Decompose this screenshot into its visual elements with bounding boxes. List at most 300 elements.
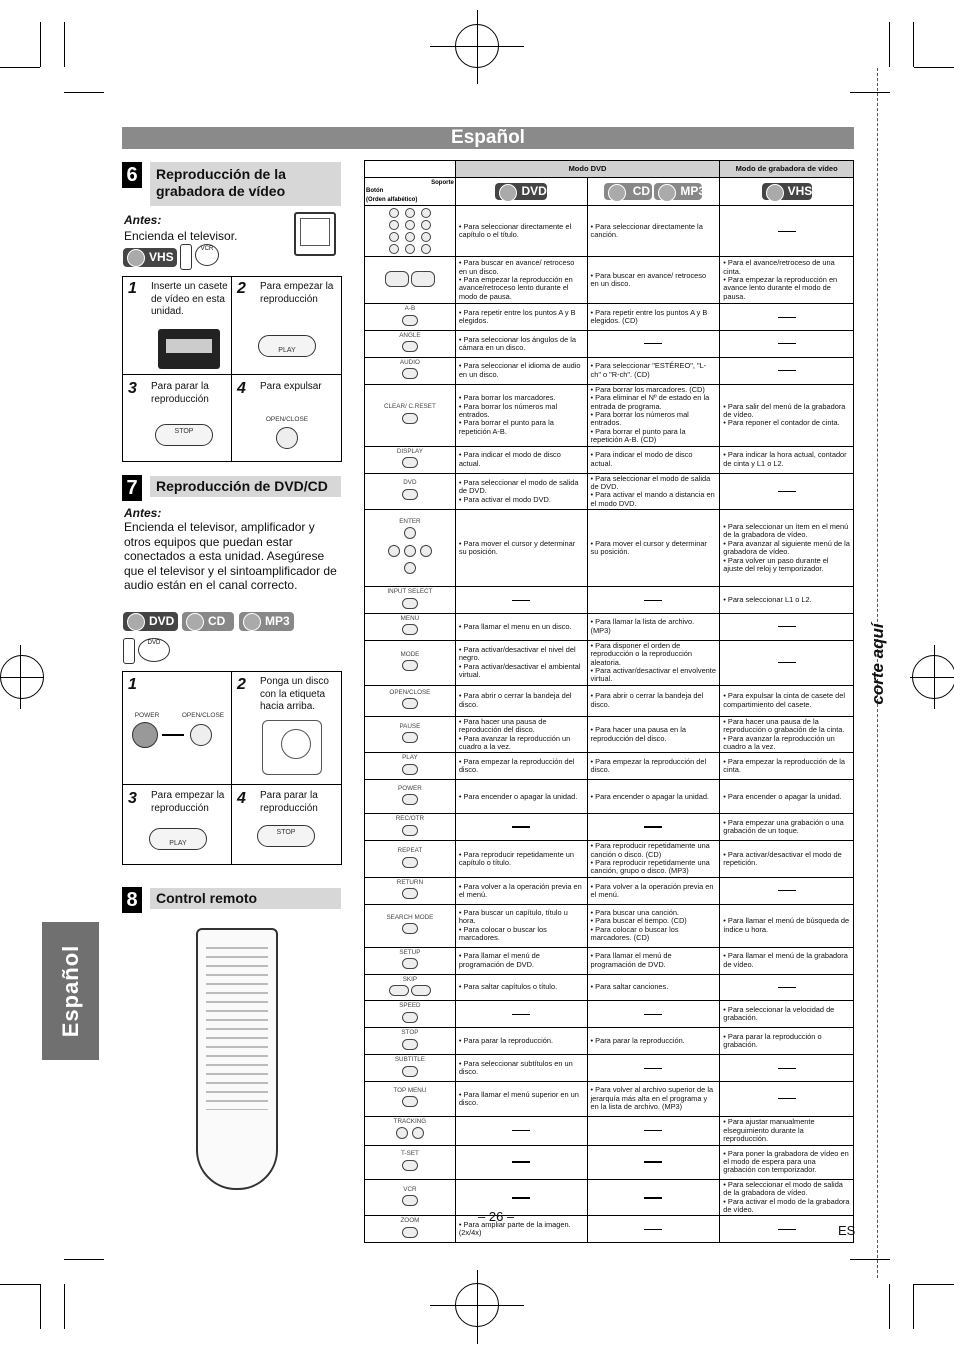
function-text: • Para reproducir repetidamente una canción, grupo o disco. (MP3): [590, 858, 710, 876]
button-name: PLAY: [402, 754, 418, 762]
function-cell-cd: [587, 613, 720, 640]
function-text: • Para seleccionar el modo de salida de DVD.: [458, 477, 579, 496]
button-name: A-B: [404, 305, 416, 313]
table-row: [365, 1116, 854, 1145]
step-number: 2: [237, 280, 246, 297]
step-number: 4: [237, 380, 246, 397]
function-text: • Para expulsar la cinta de casete del compartimiento del casete.: [723, 691, 845, 709]
function-text: • Para activar/desactivar el envolvente virtual.: [590, 665, 716, 684]
function-text: • Para hacer una pausa de reproducción del disco.: [458, 716, 547, 735]
mp3-disc-icon: MP3: [239, 612, 294, 631]
antes-text: Encienda el televisor.: [124, 229, 238, 243]
function-cell-dvd: [455, 304, 587, 331]
function-text: • Para activar/desactivar el ambiental virtual.: [458, 661, 581, 680]
function-text: • Para llamar el menú de programación de DVD.: [458, 951, 540, 969]
step-number: 4: [237, 790, 246, 807]
function-text: • Para repetir entre los puntos A y B elegidos. (CD): [590, 307, 708, 326]
function-cell-vcr: [720, 878, 854, 905]
button-cell: [365, 473, 456, 510]
function-cell-vcr: [720, 640, 854, 685]
crop-mark: [889, 22, 890, 67]
not-applicable-dash: [778, 662, 796, 663]
button-cell: [365, 1216, 456, 1243]
button-label: POWER: [134, 712, 160, 719]
button-name: ANGLE: [399, 332, 421, 340]
function-text: • Para activar/desactivar el nivel del negro.: [458, 644, 576, 663]
not-applicable-dash: [512, 826, 530, 828]
table-row: [365, 1145, 854, 1179]
remote-button-icon: [366, 1226, 454, 1241]
function-text: • Para borrar los números mal entrados.: [458, 401, 558, 420]
function-text: • Para reponer el contador de cinta.: [723, 418, 840, 428]
button-cell: [365, 384, 456, 446]
function-cell-cd: [587, 384, 720, 446]
stop-button[interactable]: STOP: [155, 424, 213, 446]
function-cell-dvd: [455, 904, 587, 947]
button-cell: [365, 446, 456, 473]
function-text: • Para seleccionar el idioma de audio en un disco.: [458, 361, 581, 379]
table-row: [365, 331, 854, 358]
button-cell: [365, 1055, 456, 1082]
function-text: • Para volver un paso durante el ajuste del reloj y temporizador.: [723, 555, 829, 573]
remote-button-icon: [366, 1011, 454, 1026]
step-number: 2: [237, 676, 246, 693]
function-text: • Para saltar capítulos o título.: [458, 982, 558, 992]
function-cell-dvd: [455, 446, 587, 473]
table-row: [365, 1216, 854, 1243]
function-cell-dvd: [455, 473, 587, 510]
function-cell-cd: [587, 814, 720, 841]
button-name: RETURN: [396, 879, 424, 887]
function-cell-dvd: [455, 206, 587, 257]
step-text: Para expulsar: [260, 381, 322, 392]
remote-button-icon: [366, 597, 454, 612]
function-cell-cd: [587, 640, 720, 685]
crop-mark: [64, 22, 65, 67]
function-cell-vcr: [720, 780, 854, 814]
not-applicable-dash: [778, 987, 796, 988]
remote-button-icon: [366, 659, 454, 674]
button-cell: [365, 357, 456, 384]
button-cell: [365, 1116, 456, 1145]
function-text: • Para parar la reproducción.: [458, 1035, 554, 1045]
function-cell-cd: [587, 780, 720, 814]
vcr-button-icon: VCR: [195, 244, 219, 266]
not-applicable-dash: [512, 600, 530, 601]
remote-button-icon: [366, 1065, 454, 1080]
function-text: • Para seleccionar "ESTÉREO", "L-ch" o "R-ch". (CD): [590, 361, 707, 379]
function-text: • Para seleccionar subtítulos en un disco.: [458, 1058, 573, 1076]
remote-button-icon: [366, 824, 454, 839]
button-name: SEARCH MODE: [386, 913, 434, 921]
table-row: [365, 1179, 854, 1216]
table-row: [365, 510, 854, 587]
function-text: • Para activar el modo DVD.: [458, 494, 551, 504]
section-number: 8: [122, 887, 142, 913]
not-applicable-dash: [778, 370, 796, 371]
function-cell-vcr: [720, 1116, 854, 1145]
crop-mark: [913, 1284, 914, 1329]
remote-button-icon: [366, 1126, 454, 1143]
function-text: • Para buscar el tiempo. (CD): [590, 916, 687, 926]
cd-disc-icon: CD: [604, 183, 652, 200]
remote-button-icon: [366, 314, 454, 329]
function-cell-dvd: [455, 753, 587, 780]
step-number: 3: [128, 790, 137, 807]
table-row: [365, 384, 854, 446]
eject-button[interactable]: [276, 427, 298, 449]
stop-button[interactable]: STOP: [257, 825, 315, 847]
function-cell-cd: [587, 510, 720, 587]
function-cell-vcr: [720, 304, 854, 331]
function-text: • Para indicar el modo de disco actual.: [458, 450, 561, 468]
function-cell-vcr: [720, 947, 854, 974]
crop-mark: [64, 1284, 65, 1329]
function-cell-vcr: [720, 473, 854, 510]
function-cell-dvd: [455, 510, 587, 587]
table-row: [365, 878, 854, 905]
section-title: Reproducción de DVD/CD: [150, 476, 341, 497]
function-cell-cd: [587, 1116, 720, 1145]
remote-icon: [123, 638, 135, 664]
function-text: • Para llamar el menú de programación de DVD.: [590, 951, 672, 969]
table-row: [365, 947, 854, 974]
function-cell-cd: [587, 1055, 720, 1082]
page-number: – 26 –: [478, 1209, 515, 1224]
button-cell: [365, 841, 456, 878]
table-row: [365, 304, 854, 331]
button-name: DISPLAY: [396, 447, 423, 455]
function-cell-vcr: [720, 841, 854, 878]
function-cell-vcr: [720, 1145, 854, 1179]
section-number: 6: [122, 162, 142, 188]
section-title: Control remoto: [150, 888, 341, 909]
remote-button-icon: [366, 207, 454, 255]
crop-mark: [40, 22, 41, 67]
vhs-disc-icon: VHS: [762, 183, 812, 200]
function-cell-dvd: [455, 1179, 587, 1216]
function-text: • Para indicar la hora actual, contador de cinta y L1 o L2.: [723, 450, 847, 468]
function-cell-vcr: [720, 384, 854, 446]
function-text: • Para borrar el punto para la repetición A-B.: [458, 418, 554, 436]
button-name: POWER: [398, 784, 422, 792]
button-cell: [365, 613, 456, 640]
step-text: Para parar la reproducción: [260, 790, 318, 814]
function-text: • Para activar/desactivar el modo de repetición.: [723, 849, 842, 868]
function-cell-cd: [587, 753, 720, 780]
function-text: • Para seleccionar L1 o L2.: [723, 594, 812, 604]
button-name: T-SET: [400, 1150, 419, 1158]
button-cell: [365, 1028, 456, 1055]
antes-text: Encienda el televisor, amplificador y otros equipos que puedan estar conectados a esta unidad. Asegúrese que el televisor y el sintoamplificador de audio están en el canal correcto.: [124, 520, 337, 592]
crop-mark: [40, 1284, 41, 1329]
function-cell-vcr: [720, 974, 854, 1001]
not-applicable-dash: [778, 1068, 796, 1069]
crop-mark: [0, 67, 40, 68]
button-name: SETUP: [399, 948, 421, 956]
function-text: • Para eliminar el Nº de estado en la entrada de programa.: [590, 393, 710, 411]
function-text: • Para avanzar la reproducción un cuadro a la vez.: [723, 733, 835, 751]
disc-tray-illustration: [262, 720, 322, 775]
function-text: • Para seleccionar el modo de salida de DVD.: [590, 473, 711, 491]
function-cell-cd: [587, 1028, 720, 1055]
crop-mark: [850, 92, 890, 93]
function-cell-dvd: [455, 841, 587, 878]
function-cell-cd: [587, 587, 720, 614]
not-applicable-dash: [644, 1161, 662, 1163]
function-cell-cd: [587, 257, 720, 304]
not-applicable-dash: [778, 491, 796, 492]
button-label: OPEN/CLOSE: [265, 416, 309, 423]
button-name: MODE: [400, 650, 420, 658]
language-code: ES: [838, 1223, 856, 1238]
function-text: • Para seleccionar los ángulos de la cámara en un disco.: [458, 334, 577, 352]
step-text: Ponga un disco con la etiqueta hacia arriba.: [260, 676, 329, 712]
table-header: Modo de grabadora de vídeo: [720, 161, 854, 178]
function-text: • Para reproducir repetidamente una canción o disco. (CD): [590, 841, 710, 859]
button-cell: [365, 685, 456, 716]
function-text: • Para avanzar al siguiente menú de la grabadora de vídeo.: [723, 538, 850, 557]
button-cell: [365, 947, 456, 974]
button-cell: [365, 780, 456, 814]
not-applicable-dash: [644, 1068, 662, 1069]
vcr-cassette-icon: [158, 329, 220, 369]
function-cell-vcr: [720, 257, 854, 304]
function-cell-vcr: [720, 716, 854, 753]
remote-button-icon: [366, 1159, 454, 1174]
button-name: AUDIO: [399, 358, 420, 366]
function-cell-vcr: [720, 446, 854, 473]
language-tab: Español: [42, 922, 99, 1060]
button-cell: [365, 304, 456, 331]
remote-button-icon: [366, 763, 454, 778]
function-cell-dvd: [455, 613, 587, 640]
remote-button-icon: [366, 731, 454, 746]
button-cell: [365, 1145, 456, 1179]
function-text: • Para seleccionar un ítem en el menú de la grabadora de vídeo.: [723, 521, 849, 540]
table-corner-cell: Soporte Botón (Orden alfabético): [365, 178, 456, 206]
not-applicable-dash: [512, 1161, 530, 1163]
function-cell-vcr: [720, 331, 854, 358]
function-cell-vcr: [720, 1081, 854, 1116]
function-text: • Para activar el modo de la grabadora de vídeo.: [723, 1196, 850, 1214]
function-cell-vcr: [720, 1216, 854, 1243]
function-cell-cd: [587, 1145, 720, 1179]
function-text: • Para llamar el menu en un disco.: [458, 621, 572, 631]
function-cell-dvd: [455, 384, 587, 446]
table-row: [365, 257, 854, 304]
crop-mark: [64, 92, 104, 93]
table-row: [365, 640, 854, 685]
dvd-disc-icon: DVD: [123, 612, 178, 631]
function-text: • Para seleccionar el modo de salida de la grabadora de vídeo.: [723, 1179, 843, 1198]
button-name: SKIP: [402, 975, 418, 983]
function-text: • Para poner la grabadora de vídeo en el modo de espera para una grabación con temporizador.: [723, 1148, 849, 1175]
function-text: • Para abrir o cerrar la bandeja del disco.: [590, 691, 704, 709]
function-text: • Para colocar o buscar los marcadores.: [458, 924, 547, 943]
antes-label: Antes:: [124, 506, 162, 520]
button-cell: [365, 1179, 456, 1216]
function-text: • Para parar la reproducción o grabación.: [723, 1031, 822, 1050]
function-text: • Para hacer una pausa en la reproducción del disco.: [590, 725, 686, 743]
function-cell-dvd: [455, 1145, 587, 1179]
button-cell: [365, 640, 456, 685]
button-name: PAUSE: [399, 722, 421, 730]
not-applicable-dash: [644, 1229, 662, 1230]
function-cell-dvd: [455, 1116, 587, 1145]
remote-button-icon: [366, 887, 454, 902]
function-text: • Para borrar los marcadores.: [458, 393, 556, 403]
cd-disc-icon: CD: [182, 612, 234, 631]
function-cell-dvd: [455, 640, 587, 685]
button-cell: [365, 510, 456, 587]
function-cell-vcr: [720, 1028, 854, 1055]
remote-button-icon: [366, 984, 454, 999]
function-text: • Para llamar el menú superior en un disco.: [458, 1089, 579, 1107]
crop-mark: [914, 67, 954, 68]
not-applicable-dash: [778, 1098, 796, 1099]
not-applicable-dash: [778, 1229, 796, 1230]
eject-button[interactable]: [190, 724, 212, 746]
table-row: [365, 841, 854, 878]
table-row: [365, 974, 854, 1001]
table-header: Modo DVD: [455, 161, 719, 178]
remote-button-icon: [366, 270, 454, 290]
play-button[interactable]: PLAY: [149, 828, 207, 850]
power-button[interactable]: [132, 722, 158, 748]
function-text: • Para ampliar parte de la imagen. (2x/4x): [458, 1219, 571, 1238]
button-cell: [365, 1081, 456, 1116]
table-row: [365, 1055, 854, 1082]
not-applicable-dash: [512, 1014, 530, 1015]
function-text: • Para repetir entre los puntos A y B elegidos.: [458, 307, 576, 326]
step-number: 3: [128, 380, 137, 397]
function-cell-vcr: [720, 587, 854, 614]
function-text: • Para seleccionar directamente el capítulo o el título.: [458, 221, 572, 240]
vhs-disc-icon: VHS: [123, 248, 177, 267]
function-cell-dvd: [455, 1028, 587, 1055]
function-text: • Para empezar la reproducción en avance/retroceso lento durante el modo de pausa.: [458, 275, 573, 301]
button-name: CLEAR/ C.RESET: [384, 403, 436, 411]
function-cell-cd: [587, 685, 720, 716]
button-name: VCR: [403, 1185, 417, 1193]
function-text: • Para empezar la reproducción del disco.: [590, 756, 707, 775]
crop-mark: [889, 1284, 890, 1329]
not-applicable-dash: [778, 317, 796, 318]
function-text: • Para empezar la reproducción en avance lento durante el modo de pausa.: [723, 275, 838, 301]
crop-mark: [0, 1284, 40, 1285]
button-cell: [365, 257, 456, 304]
function-text: • Para empezar la reproducción del disco.: [458, 756, 575, 775]
button-cell: [365, 331, 456, 358]
remote-button-icon: [366, 340, 454, 355]
step-text: Inserte un casete de vídeo en esta unidad.: [151, 281, 228, 317]
table-row: [365, 814, 854, 841]
table-row: [365, 446, 854, 473]
crop-mark: [914, 1284, 954, 1285]
function-cell-dvd: [455, 947, 587, 974]
table-row: [365, 780, 854, 814]
function-text: • Para empezar una grabación o una grabación de un toque.: [723, 817, 844, 836]
remote-button-icon: [366, 526, 454, 578]
function-text: • Para hacer una pausa de la reproducción o grabación de la cinta.: [723, 716, 845, 735]
button-name: OPEN/CLOSE: [389, 688, 431, 696]
button-cell: [365, 1001, 456, 1028]
function-text: • Para llamar el menú de la grabadora de vídeo.: [723, 951, 848, 969]
remote-button-icon: [366, 697, 454, 712]
function-text: • Para reproducir repetidamente un capítulo o título.: [458, 849, 574, 868]
remote-button-icon: [366, 1194, 454, 1209]
function-text: • Para encender o apagar la unidad.: [590, 791, 709, 801]
function-cell-cd: [587, 878, 720, 905]
function-cell-dvd: [455, 257, 587, 304]
remote-button-icon: [366, 1095, 454, 1110]
crop-mark: [64, 1259, 104, 1260]
table-row: [365, 587, 854, 614]
function-text: • Para mover el cursor y determinar su posición.: [458, 538, 576, 557]
button-name: ENTER: [399, 517, 421, 525]
function-text: • Para borrar los números mal entrados.: [590, 410, 689, 428]
button-cell: [365, 206, 456, 257]
function-cell-cd: [587, 1081, 720, 1116]
function-cell-vcr: [720, 1179, 854, 1216]
remote-button-icon: [366, 623, 454, 638]
function-text: • Para volver a la operación previa en el menú.: [458, 881, 582, 899]
function-text: • Para disponer el orden de reproducción o la reproducción aleatoria.: [590, 640, 693, 667]
step-text: Para parar la reproducción: [151, 381, 209, 405]
function-cell-dvd: [455, 878, 587, 905]
remote-button-icon: [366, 412, 454, 427]
function-text: • Para el avance/retroceso de una cinta.: [723, 258, 835, 276]
play-button[interactable]: PLAY: [258, 335, 316, 357]
function-cell-cd: [587, 974, 720, 1001]
function-cell-dvd: [455, 1055, 587, 1082]
table-row: [365, 357, 854, 384]
remote-button-icon: [366, 922, 454, 937]
function-cell-cd: [587, 716, 720, 753]
not-applicable-dash: [644, 1014, 662, 1015]
step-text: Para empezar la reproducción: [151, 790, 225, 814]
remote-button-icon: [366, 1038, 454, 1053]
function-cell-dvd: [455, 814, 587, 841]
function-cell-cd: [587, 1216, 720, 1243]
button-function-table: [364, 160, 854, 1243]
function-cell-dvd: [455, 357, 587, 384]
button-cell: [365, 587, 456, 614]
button-cell: [365, 974, 456, 1001]
not-applicable-dash: [512, 1130, 530, 1131]
section-title: Reproducción de la grabadora de vídeo: [150, 162, 341, 206]
function-text: • Para buscar en avance/ retroceso en un disco.: [458, 258, 575, 276]
button-name: REPEAT: [397, 847, 423, 855]
function-text: • Para llamar la lista de archivo. (MP3): [590, 617, 695, 635]
tv-icon: [294, 212, 336, 256]
function-text: • Para colocar o buscar los marcadores. (CD): [590, 924, 679, 943]
function-text: • Para borrar el punto para la repetición A-B. (CD): [590, 426, 686, 445]
not-applicable-dash: [644, 343, 662, 344]
button-name: REC/OTR: [395, 815, 425, 823]
not-applicable-dash: [644, 1197, 662, 1199]
function-text: • Para indicar el modo de disco actual.: [590, 450, 693, 468]
not-applicable-dash: [778, 343, 796, 344]
step-text: Para empezar la reproducción: [260, 281, 334, 305]
table-row: [365, 1081, 854, 1116]
antes-label: Antes:: [124, 213, 162, 227]
not-applicable-dash: [644, 1130, 662, 1131]
crop-mark: [850, 1259, 890, 1260]
remote-button-icon: [366, 456, 454, 471]
remote-icon: [180, 244, 192, 270]
